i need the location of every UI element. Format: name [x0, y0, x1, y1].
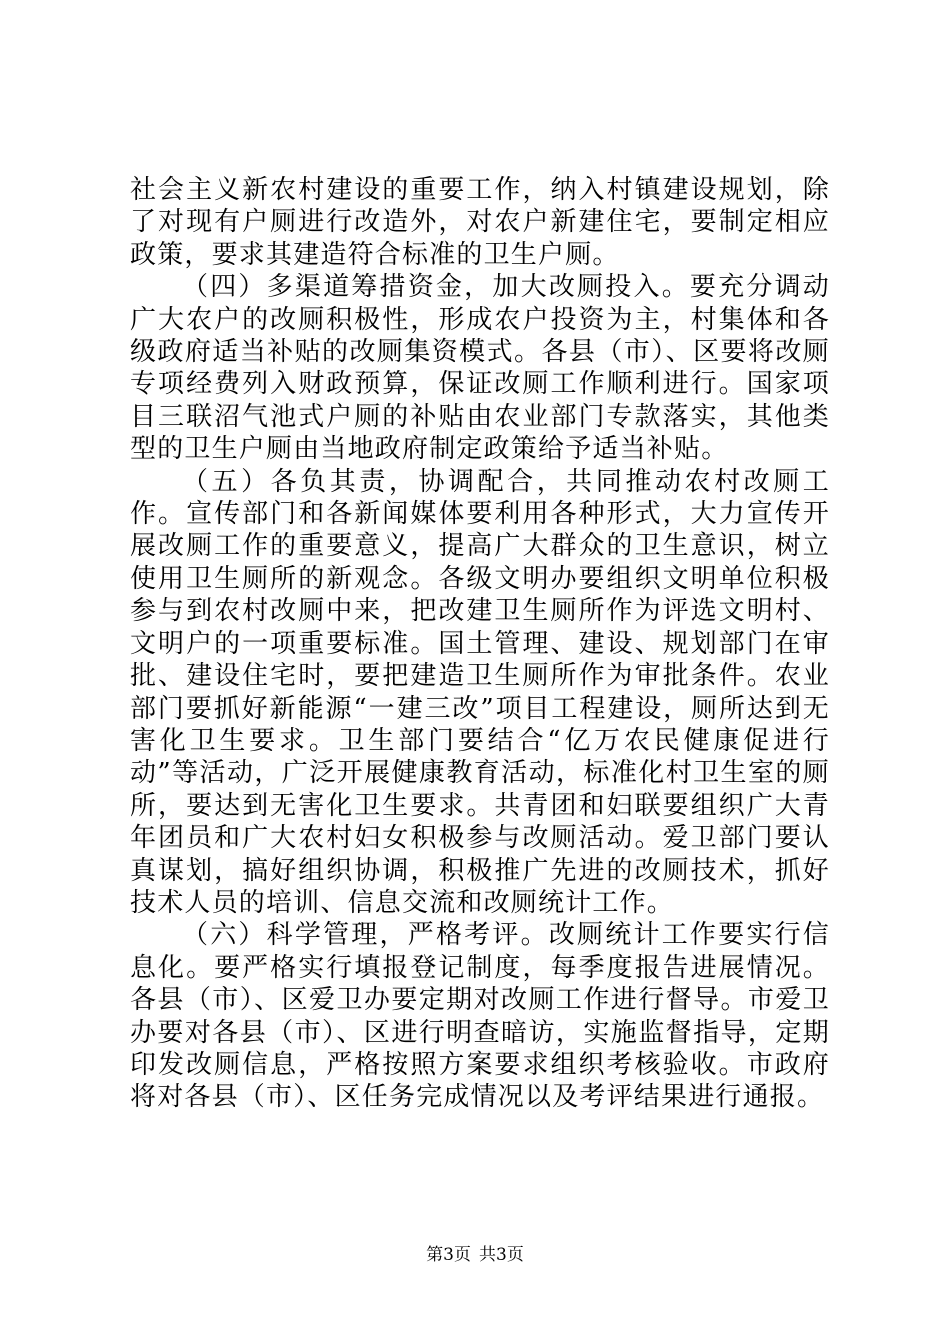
paragraph-continuation: 社会主义新农村建设的重要工作，纳入村镇建设规划，除了对现有户厕进行改造外，对农户新建住宅，要制定相应政策，要求其建造符合标准的卫生户厕。 [130, 175, 830, 270]
document-body [130, 174, 830, 1114]
page-footer [0, 1244, 950, 1266]
paragraph-section-6: （六）科学管理，严格考评。改厕统计工作要实行信息化。要严格实行填报登记制度，每季度报告进展情况。各县（市）、区爱卫办要定期对改厕工作进行督导。市爱卫办要对各县（市）、区进行明查暗访，实施监督指导，定期印发改厕信息，严格按照方案要求组织考核验收。市政府将对各县（市）、区任务完成情况以及考评结果进行通报。 [130, 920, 830, 1113]
page-number: 第3页 [426, 1245, 471, 1265]
paragraph-section-4: （四）多渠道筹措资金，加大改厕投入。要充分调动广大农户的改厕积极性，形成农户投资为主，村集体和各级政府适当补贴的改厕集资模式。各县（市）、区要将改厕专项经费列入财政预算，保证改厕工作顺利进行。国家项目三联沼气池式户厕的补贴由农业部门专款落实，其他类型的卫生户厕由当地政府制定政策给予适当补贴。 [130, 272, 830, 465]
page-total: 共3页 [479, 1245, 524, 1265]
paragraph-section-5: （五）各负其责，协调配合，共同推动农村改厕工作。宣传部门和各新闻媒体要利用各种形式，大力宣传开展改厕工作的重要意义，提高广大群众的卫生意识，树立使用卫生厕所的新观念。各级文明办要组织文明单位积极参与到农村改厕中来，把改建卫生厕所作为评选文明村、文明户的一项重要标准。国土管理、建设、规划部门在审批、建设住宅时，要把建造卫生厕所作为审批条件。农业部门要抓好新能源“一建三改”项目工程建设，厕所达到无害化卫生要求。卫生部门要结合“亿万农民健康促进行动”等活动，广泛开展健康教育活动，标准化村卫生室的厕所，要达到无害化卫生要求。共青团和妇联要组织广大青年团员和广大农村妇女积极参与改厕活动。爱卫部门要认真谋划，搞好组织协调，积极推广先进的改厕技术，抓好技术人员的培训、信息交流和改厕统计工作。 [130, 466, 830, 918]
